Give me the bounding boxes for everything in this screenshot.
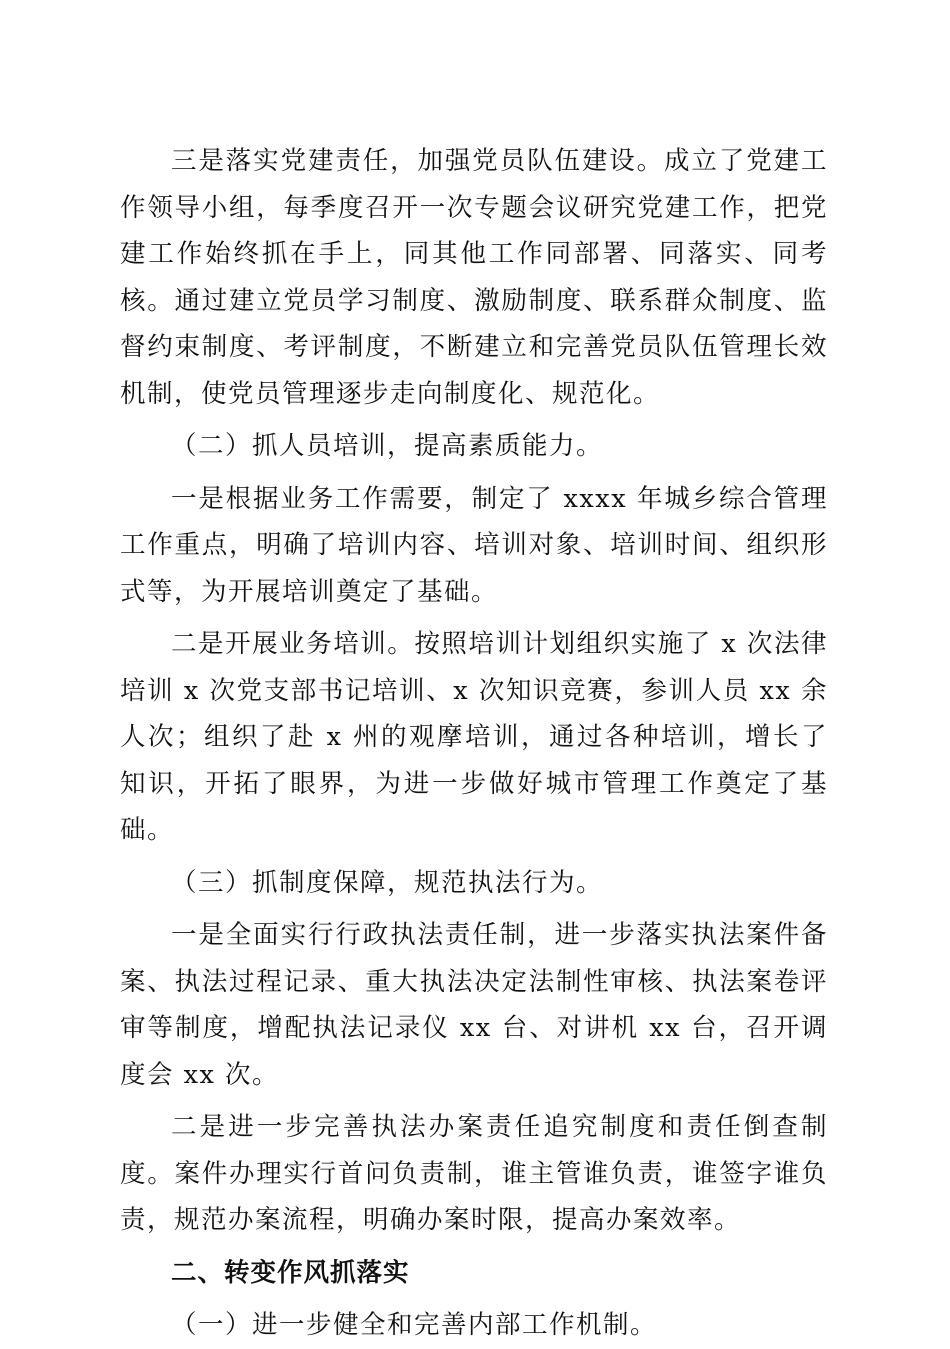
paragraph-business-training: 二是开展业务培训。按照培训计划组织实施了 x 次法律培训 x 次党支部书记培训、x 次知识竞赛，参训人员 xx 余人次；组织了赴 x 州的观摩培训，通过各种培训，增长了知识，开拓了眼界，为进一步做好城市管理工作奠定了基础。 bbox=[120, 629, 828, 845]
paragraph-accountability: 二是进一步完善执法办案责任追究制度和责任倒查制度。案件办理实行首问负责制，谁主管谁负责，谁签字谁负责，规范办案流程，明确办案时限，提高办案效率。 bbox=[120, 1112, 828, 1235]
document-page bbox=[120, 138, 828, 1349]
paragraph-enforcement-responsibility: 一是全面实行行政执法责任制，进一步落实执法案件备案、执法过程记录、重大执法决定法制性审核、执法案卷评审等制度，增配执法记录仪 xx 台、对讲机 xx 台，召开调度会 xx 次。 bbox=[120, 920, 828, 1090]
paragraph-party-building: 三是落实党建责任，加强党员队伍建设。成立了党建工作领导小组，每季度召开一次专题会议研究党建工作，把党建工作始终抓在手上，同其他工作同部署、同落实、同考核。通过建立党员学习制度、激励制度、联系群众制度、监督约束制度、考评制度，不断建立和完善党员队伍管理长效机制，使党员管理逐步走向制度化、规范化。 bbox=[120, 146, 828, 409]
subheading-institution: （三）抓制度保障，规范执法行为。 bbox=[171, 867, 604, 898]
subheading-training: （二）抓人员培训，提高素质能力。 bbox=[171, 431, 604, 461]
paragraph-training-plan: 一是根据业务工作需要，制定了 xxxx 年城乡综合管理工作重点，明确了培训内容、培训对象、培训时间、组织形式等，为开展培训奠定了基础。 bbox=[120, 483, 828, 607]
section-heading-style: 二、转变作风抓落实 bbox=[171, 1257, 410, 1288]
subheading-internal-mechanism: （一）进一步健全和完善内部工作机制。 bbox=[171, 1310, 658, 1340]
